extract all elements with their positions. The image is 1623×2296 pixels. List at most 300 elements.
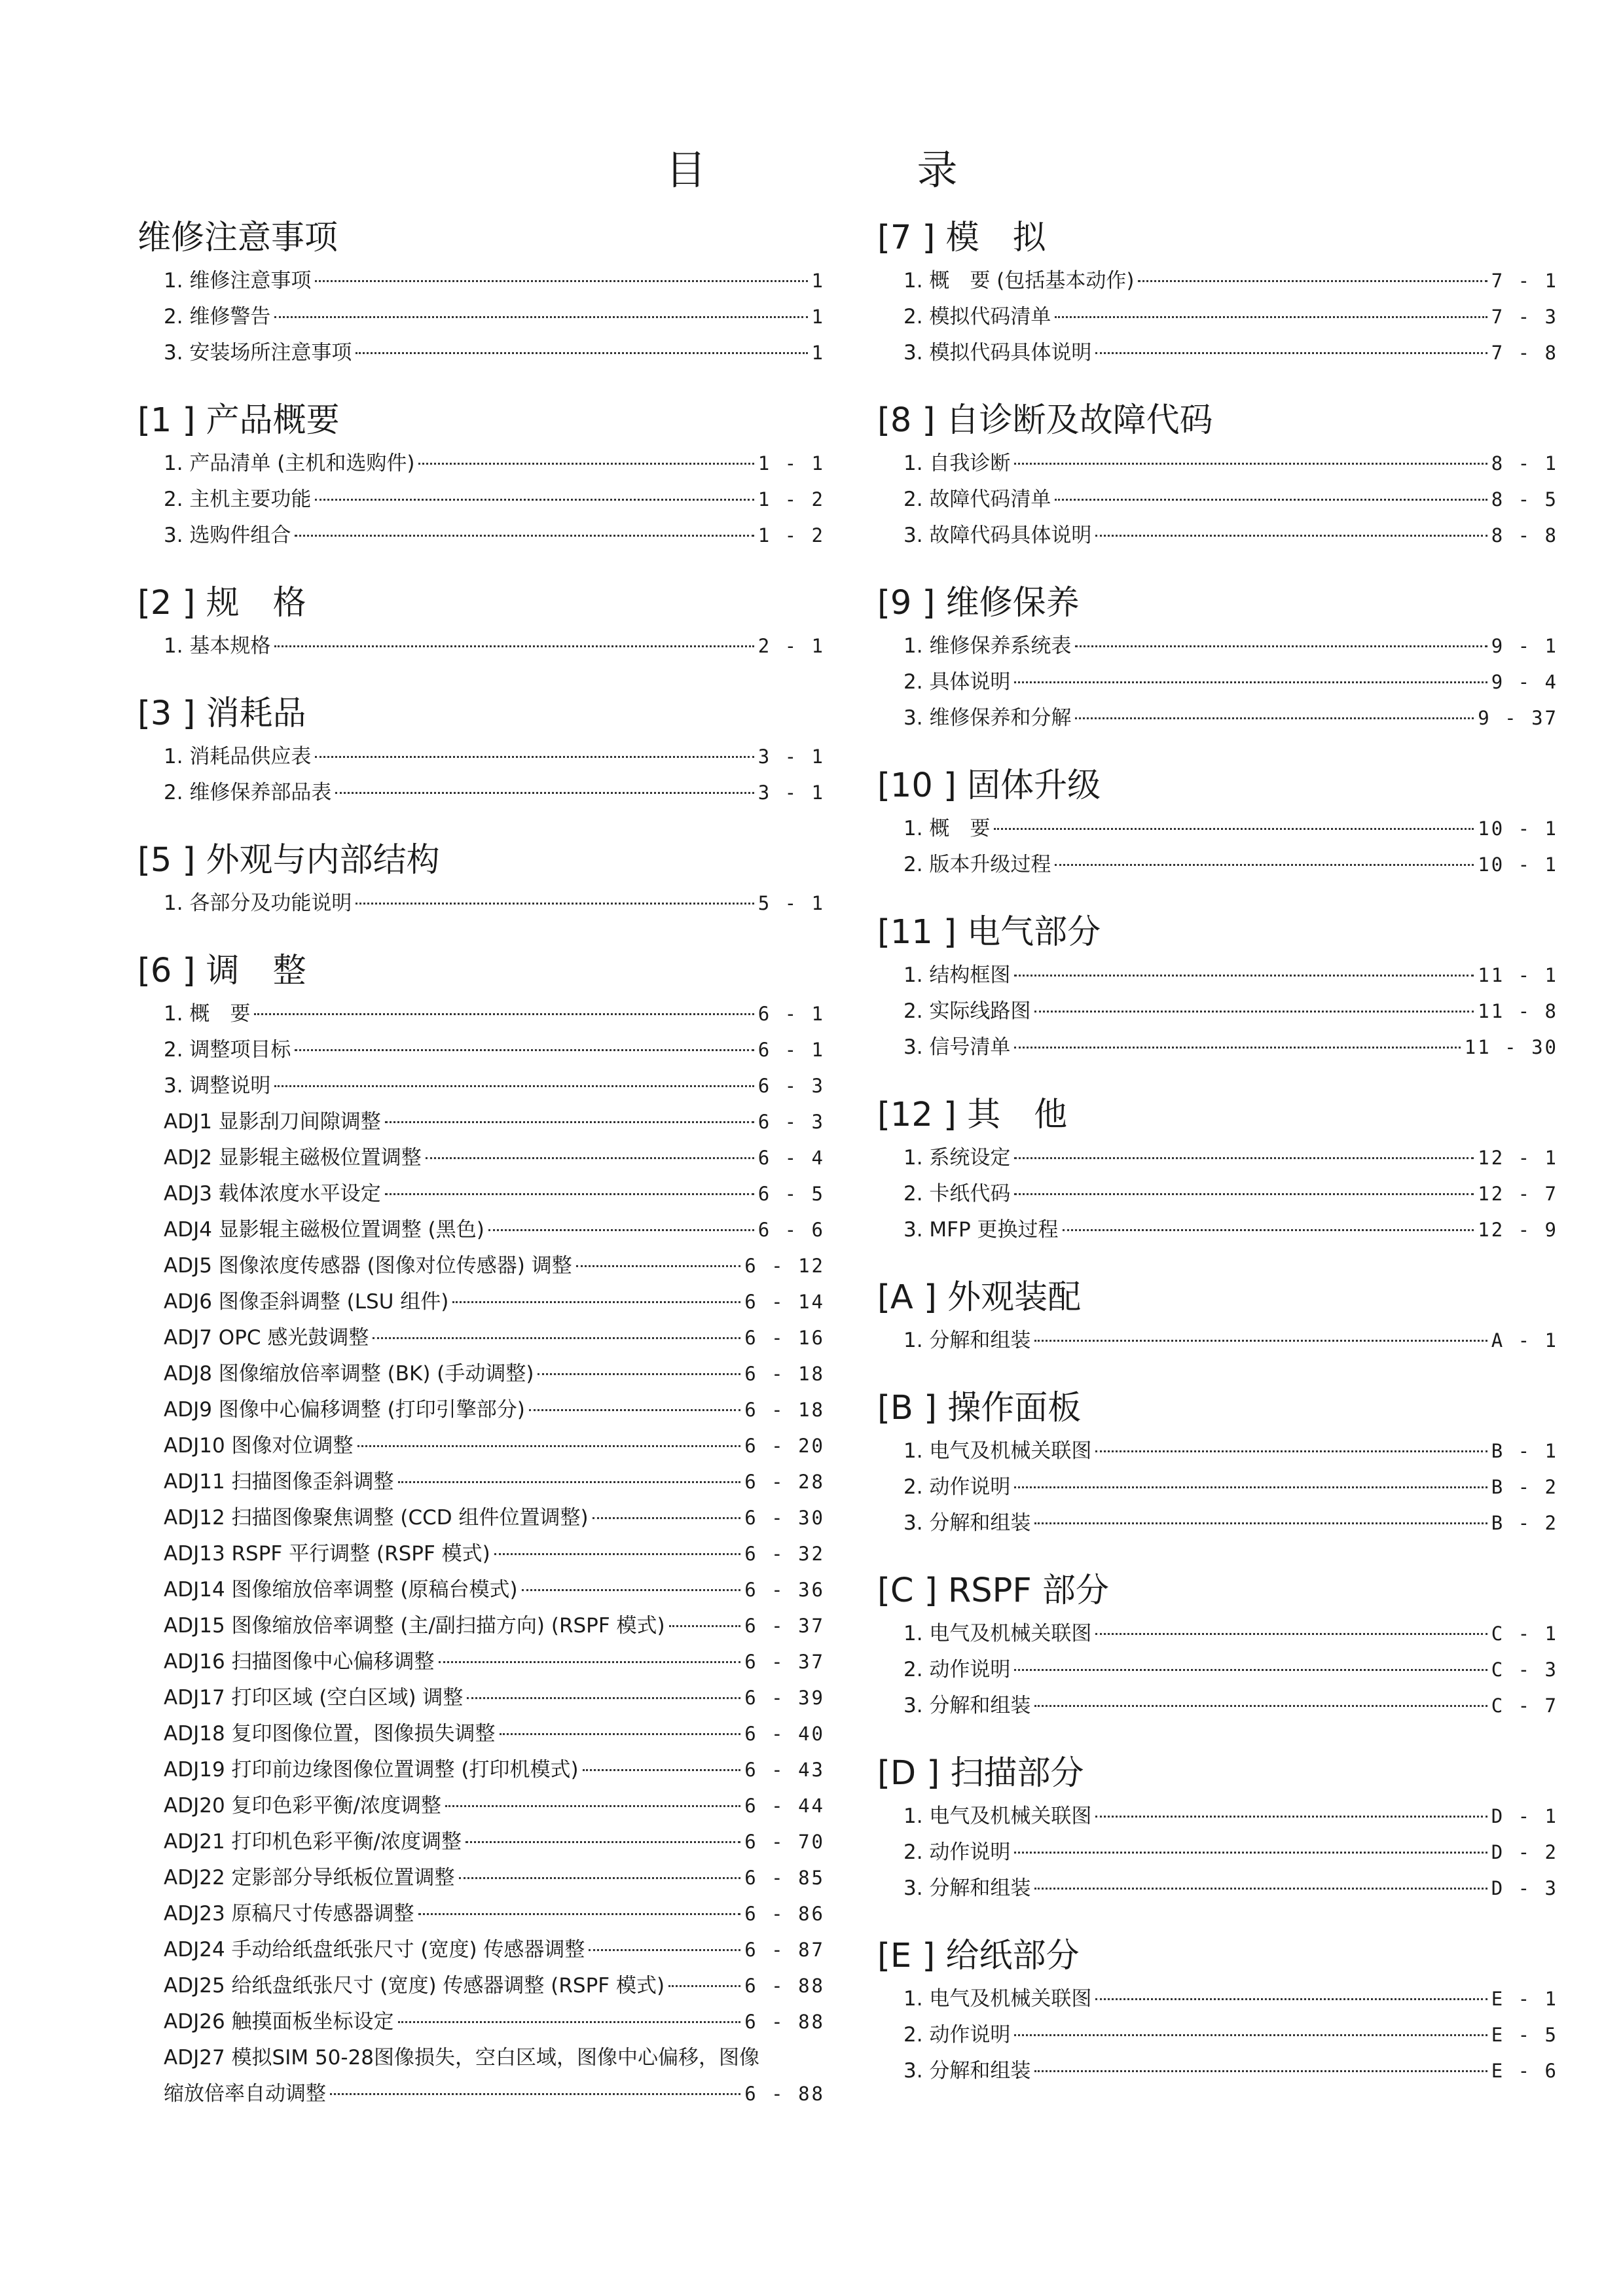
toc-entry[interactable] <box>137 1608 825 1644</box>
toc-entry-label: 2. 动作说明 <box>903 1840 1011 1864</box>
dot-leader <box>373 1337 740 1339</box>
toc-entry[interactable] <box>137 1392 825 1428</box>
toc-entry-label: ADJ4 显影辊主磁极位置调整 (黑色) <box>164 1218 484 1242</box>
toc-entry-label: 2. 动作说明 <box>903 2023 1011 2047</box>
toc-entry-label: 1. 基本规格 <box>164 634 271 658</box>
toc-page-number: 1 - 1 <box>757 452 825 475</box>
toc-section <box>137 692 825 811</box>
toc-page-number: 8 - 1 <box>1491 452 1558 475</box>
toc-page-number: 6 - 4 <box>757 1147 825 1169</box>
toc-entry[interactable] <box>137 1752 825 1788</box>
toc-entry[interactable] <box>877 446 1558 482</box>
toc-page-number: 8 - 5 <box>1491 488 1558 511</box>
toc-entry[interactable] <box>877 299 1558 335</box>
toc-section <box>877 1934 1558 2089</box>
section-heading[interactable]: [A ] 外观装配 <box>877 1278 1082 1317</box>
dot-leader <box>335 792 754 794</box>
toc-page-number: E - 6 <box>1491 2060 1558 2082</box>
toc-right-column <box>877 216 1558 2117</box>
toc-page-number: 6 - 12 <box>744 1255 825 1277</box>
toc-entry-label: 2. 版本升级过程 <box>903 853 1051 876</box>
toc-entry[interactable] <box>137 1572 825 1608</box>
section-heading[interactable]: [C ] RSPF 部分 <box>877 1571 1109 1610</box>
toc-page-number: 12 - 1 <box>1478 1147 1558 1169</box>
section-heading[interactable]: [E ] 给纸部分 <box>877 1937 1080 1975</box>
toc-page-number: 6 - 16 <box>744 1327 825 1349</box>
toc-section <box>877 1386 1558 1541</box>
toc-entry-label: 2. 卡纸代码 <box>903 1182 1011 1206</box>
dot-leader <box>1138 280 1487 282</box>
toc-entry[interactable] <box>137 775 825 811</box>
dot-leader <box>1095 535 1487 537</box>
toc-page-number: 6 - 3 <box>757 1075 825 1097</box>
section-heading[interactable]: [1 ] 产品概要 <box>137 401 340 440</box>
dot-leader <box>1014 1486 1487 1488</box>
toc-page-number: 9 - 4 <box>1491 671 1558 693</box>
dot-leader <box>445 1805 740 1807</box>
toc-entry[interactable] <box>137 628 825 664</box>
toc-page-number: 6 - 18 <box>744 1363 825 1385</box>
toc-entry[interactable] <box>137 1680 825 1716</box>
toc-entry-label: ADJ13 RSPF 平行调整 (RSPF 模式) <box>164 1542 490 1566</box>
toc-section <box>877 1093 1558 1248</box>
dot-leader <box>669 1625 741 1627</box>
section-heading[interactable]: 维修注意事项 <box>137 219 338 257</box>
toc-entry[interactable] <box>137 1644 825 1680</box>
toc-entry-label: ADJ5 图像浓度传感器 (图像对位传感器) 调整 <box>164 1254 572 1278</box>
toc-entry[interactable] <box>877 263 1558 299</box>
toc-page-number: C - 3 <box>1491 1659 1558 1681</box>
dot-leader <box>494 1553 740 1555</box>
dot-leader <box>426 1157 754 1159</box>
dot-leader <box>593 1517 741 1519</box>
dot-leader <box>488 1229 754 1231</box>
toc-entry[interactable] <box>877 518 1558 554</box>
dot-leader <box>1014 975 1474 977</box>
toc-entry-label: 3. 模拟代码具体说明 <box>903 341 1092 365</box>
toc-page-number: 6 - 88 <box>744 1975 825 1997</box>
toc-entry[interactable] <box>877 664 1558 700</box>
toc-entry-label: ADJ12 扫描图像聚焦调整 (CCD 组件位置调整) <box>164 1506 589 1530</box>
toc-entry-label: 2. 调整项目标 <box>164 1038 291 1062</box>
toc-entry-label: 2. 动作说明 <box>903 1475 1011 1499</box>
dot-leader <box>385 1193 754 1195</box>
toc-section <box>877 581 1558 736</box>
toc-entry[interactable] <box>137 1824 825 1860</box>
toc-page-number: 6 - 3 <box>757 1111 825 1133</box>
toc-page-number: 12 - 7 <box>1478 1183 1558 1205</box>
toc-page-number: 6 - 20 <box>744 1435 825 1457</box>
toc-entry[interactable] <box>137 1248 825 1284</box>
dot-leader <box>1014 1157 1474 1159</box>
toc-section <box>877 216 1558 371</box>
toc-entry-label: ADJ1 显影刮刀间隙调整 <box>164 1110 381 1134</box>
toc-page-number: B - 2 <box>1491 1476 1558 1498</box>
toc-entry-label: 1. 各部分及功能说明 <box>164 891 352 915</box>
toc-entry[interactable] <box>137 1356 825 1392</box>
toc-page-number: 11 - 1 <box>1478 964 1558 986</box>
dot-leader <box>1034 1522 1487 1524</box>
toc-entry-label: 3. 分解和组装 <box>903 1511 1031 1535</box>
toc-entry-label: 1. 维修注意事项 <box>164 269 312 293</box>
toc-entry-label: ADJ26 触摸面板坐标设定 <box>164 2010 394 2034</box>
toc-entry-label: ADJ10 图像对位调整 <box>164 1434 354 1458</box>
toc-entry[interactable] <box>877 1652 1558 1688</box>
toc-entry[interactable] <box>877 1030 1558 1066</box>
toc-page-number: 6 - 14 <box>744 1291 825 1313</box>
toc-entry-label: 3. 选购件组合 <box>164 524 291 547</box>
toc-entry-label: ADJ14 图像缩放倍率调整 (原稿台模式) <box>164 1578 518 1602</box>
dot-leader <box>1034 1011 1474 1013</box>
toc-entry[interactable] <box>877 2017 1558 2053</box>
toc-entry-label: ADJ15 图像缩放倍率调整 (主/副扫描方向) (RSPF 模式) <box>164 1614 665 1638</box>
toc-entry[interactable] <box>877 335 1558 371</box>
toc-entry[interactable] <box>877 1212 1558 1248</box>
toc-page-number: 1 - 2 <box>757 488 825 511</box>
dot-leader <box>1034 1888 1487 1890</box>
toc-entry[interactable] <box>877 482 1558 518</box>
dot-leader <box>538 1373 740 1375</box>
toc-page-number: B - 2 <box>1491 1512 1558 1534</box>
toc-entry[interactable] <box>137 1284 825 1320</box>
section-heading[interactable]: [D ] 扫描部分 <box>877 1754 1084 1793</box>
toc-page-number: 9 - 1 <box>1491 635 1558 657</box>
toc-entry[interactable] <box>137 1464 825 1500</box>
toc-entry[interactable] <box>137 739 825 775</box>
toc-entry-label[interactable]: ADJ27 模拟SIM 50-28图像损失，空白区域，图像中心偏移，图像 <box>164 2046 760 2070</box>
section-heading[interactable]: [11 ] 电气部分 <box>877 913 1101 952</box>
section-heading[interactable]: [12 ] 其 他 <box>877 1096 1068 1134</box>
toc-entry[interactable] <box>137 1320 825 1356</box>
toc-page-number: 10 - 1 <box>1478 853 1558 876</box>
dot-leader <box>356 352 807 354</box>
toc-entry[interactable] <box>137 1068 825 1104</box>
dot-leader <box>467 1697 740 1699</box>
toc-section <box>877 1569 1558 1724</box>
toc-page-number: 6 - 87 <box>744 1939 825 1961</box>
toc-page-number: 2 - 1 <box>757 635 825 657</box>
dot-leader <box>522 1589 741 1591</box>
toc-page-number: D - 2 <box>1491 1841 1558 1863</box>
toc-entry[interactable] <box>137 335 825 371</box>
toc-page-number: 7 - 3 <box>1491 306 1558 328</box>
toc-page-number: 6 - 43 <box>744 1759 825 1781</box>
toc-entry-label: 2. 模拟代码清单 <box>903 305 1051 329</box>
toc-page-number: 6 - 40 <box>744 1723 825 1745</box>
dot-leader <box>994 828 1474 830</box>
toc-entry[interactable] <box>877 1140 1558 1176</box>
dot-leader <box>254 1013 754 1015</box>
toc-page-number: 8 - 8 <box>1491 524 1558 547</box>
dot-leader <box>1014 2034 1487 2036</box>
toc-entry[interactable] <box>137 263 825 299</box>
toc-page-number: 6 - 1 <box>757 1003 825 1025</box>
toc-page-number: A - 1 <box>1491 1329 1558 1352</box>
toc-page-number: 6 - 5 <box>757 1183 825 1205</box>
toc-entry-label: 2. 实际线路图 <box>903 999 1031 1023</box>
toc-section <box>137 581 825 664</box>
toc-section <box>137 838 825 922</box>
toc-entry[interactable] <box>877 1433 1558 1469</box>
toc-entry[interactable] <box>137 1716 825 1752</box>
toc-entry-label: 3. 安装场所注意事项 <box>164 341 352 365</box>
toc-entry[interactable] <box>137 1860 825 1896</box>
dot-leader <box>274 316 807 318</box>
toc-entry[interactable] <box>137 1788 825 1824</box>
toc-entry[interactable] <box>137 996 825 1032</box>
section-heading[interactable]: [7 ] 模 拟 <box>877 219 1046 257</box>
toc-section <box>877 910 1558 1066</box>
dot-leader <box>315 499 754 501</box>
dot-leader <box>1014 1669 1487 1671</box>
toc-entry[interactable] <box>137 2004 825 2040</box>
section-heading[interactable]: [10 ] 固体升级 <box>877 766 1101 805</box>
dot-leader <box>1063 1229 1474 1231</box>
dot-leader <box>357 1445 741 1447</box>
toc-page-number: 6 - 70 <box>744 1831 825 1853</box>
toc-section <box>877 764 1558 883</box>
toc-entry[interactable] <box>137 482 825 518</box>
dot-leader <box>315 280 807 282</box>
toc-entry[interactable] <box>137 1536 825 1572</box>
toc-page-number: 6 - 36 <box>744 1579 825 1601</box>
toc-entry[interactable] <box>137 1932 825 1968</box>
toc-entry-label: 缩放倍率自动调整 <box>164 2082 326 2106</box>
toc-section <box>137 949 825 2112</box>
toc-entry-label: 1. 消耗品供应表 <box>164 745 312 768</box>
toc-entry[interactable] <box>877 811 1558 847</box>
toc-page-number: 7 - 8 <box>1491 342 1558 364</box>
toc-entry[interactable] <box>877 1323 1558 1359</box>
toc-entry-label: ADJ22 定影部分导纸板位置调整 <box>164 1866 455 1890</box>
page-title: 目 录 <box>665 146 1043 194</box>
toc-entry-label: ADJ24 手动给纸盘纸张尺寸 (宽度) 传感器调整 <box>164 1938 585 1962</box>
toc-entry[interactable] <box>137 1140 825 1176</box>
dot-leader <box>1095 352 1487 354</box>
toc-page-number: E - 5 <box>1491 2024 1558 2046</box>
toc-page-number: 1 <box>811 306 825 328</box>
toc-entry-label: ADJ7 OPC 感光鼓调整 <box>164 1326 369 1350</box>
toc-entry[interactable] <box>137 1500 825 1536</box>
dot-leader <box>356 903 754 905</box>
toc-entry[interactable] <box>137 1896 825 1932</box>
toc-entry-label: 1. 电气及机械关联图 <box>903 1622 1092 1645</box>
toc-entry-label: ADJ20 复印色彩平衡/浓度调整 <box>164 1794 441 1818</box>
dot-leader <box>1095 1998 1487 2000</box>
toc-entry-label: 1. 电气及机械关联图 <box>903 1439 1092 1463</box>
dot-leader <box>274 1085 754 1087</box>
toc-entry-label: 3. 故障代码具体说明 <box>903 524 1092 547</box>
toc-entry[interactable] <box>137 1212 825 1248</box>
toc-section <box>877 399 1558 554</box>
toc-entry-label: 2. 主机主要功能 <box>164 488 312 511</box>
dot-leader <box>1075 717 1474 719</box>
toc-entry-label: ADJ18 复印图像位置，图像损失调整 <box>164 1722 496 1746</box>
toc-entry-label: ADJ11 扫描图像歪斜调整 <box>164 1470 394 1494</box>
toc-entry[interactable] <box>877 2053 1558 2089</box>
toc-entry[interactable] <box>137 518 825 554</box>
section-heading[interactable]: [B ] 操作面板 <box>877 1389 1082 1427</box>
dot-leader <box>668 1985 740 1987</box>
section-heading[interactable]: [3 ] 消耗品 <box>137 694 306 733</box>
dot-leader <box>465 1841 740 1843</box>
toc-entry-label: 1. 维修保养系统表 <box>903 634 1072 658</box>
toc-entry[interactable] <box>137 446 825 482</box>
dot-leader <box>398 1481 741 1483</box>
toc-entry[interactable] <box>877 958 1558 994</box>
dot-leader <box>1055 864 1474 866</box>
toc-page-number: 11 - 30 <box>1464 1036 1558 1058</box>
toc-entry[interactable] <box>877 847 1558 883</box>
toc-page-number: 6 - 44 <box>744 1795 825 1817</box>
toc-entry-label: 1. 电气及机械关联图 <box>903 1987 1092 2011</box>
toc-section <box>877 1751 1558 1907</box>
toc-entry-label: 3. MFP 更换过程 <box>903 1218 1059 1242</box>
toc-entry-label: ADJ3 载体浓度水平设定 <box>164 1182 381 1206</box>
toc-entry[interactable] <box>137 886 825 922</box>
dot-leader <box>385 1121 754 1123</box>
toc-entry-label: ADJ17 打印区域 (空白区域) 调整 <box>164 1686 464 1710</box>
dot-leader <box>1014 1047 1460 1049</box>
toc-entry-label: 1. 概 要 <box>164 1002 251 1026</box>
dot-leader <box>330 2093 740 2095</box>
toc-page-number: 1 <box>811 342 825 364</box>
toc-page-number: 6 - 28 <box>744 1471 825 1493</box>
toc-entry[interactable] <box>877 1871 1558 1907</box>
dot-leader <box>576 1265 741 1267</box>
toc-page-number: 6 - 37 <box>744 1615 825 1637</box>
toc-entry-label: 2. 维修警告 <box>164 305 271 329</box>
toc-entry[interactable] <box>877 1981 1558 2017</box>
toc-entry[interactable] <box>877 994 1558 1030</box>
toc-entry-label: 3. 信号清单 <box>903 1035 1011 1059</box>
toc-entry-label: ADJ6 图像歪斜调整 (LSU 组件) <box>164 1290 449 1314</box>
dot-leader <box>500 1733 741 1735</box>
dot-leader <box>1034 2070 1487 2072</box>
toc-left-column <box>137 216 825 2140</box>
toc-entry-label: 2. 故障代码清单 <box>903 488 1051 511</box>
toc-page-number: 7 - 1 <box>1491 270 1558 292</box>
dot-leader <box>589 1949 740 1951</box>
toc-section <box>137 216 825 371</box>
toc-entry[interactable] <box>137 1176 825 1212</box>
toc-entry[interactable] <box>137 1428 825 1464</box>
dot-leader <box>418 463 754 465</box>
toc-section <box>877 1276 1558 1359</box>
dot-leader <box>452 1301 740 1303</box>
toc-entry-label: ADJ19 打印前边缘图像位置调整 (打印机模式) <box>164 1758 579 1782</box>
toc-page-number: 1 - 2 <box>757 524 825 547</box>
toc-page-number: 6 - 39 <box>744 1687 825 1709</box>
dot-leader <box>1014 1852 1487 1854</box>
dot-leader <box>439 1661 741 1663</box>
toc-entry-label: ADJ8 图像缩放倍率调整 (BK) (手动调整) <box>164 1362 534 1386</box>
dot-leader <box>1014 681 1487 683</box>
toc-entry[interactable] <box>877 1688 1558 1724</box>
toc-page-number: 6 - 18 <box>744 1399 825 1421</box>
dot-leader <box>315 756 754 758</box>
toc-entry[interactable] <box>877 1835 1558 1871</box>
toc-page-number: 3 - 1 <box>757 745 825 768</box>
toc-page-number: 6 - 85 <box>744 1867 825 1889</box>
toc-page-number: 12 - 9 <box>1478 1219 1558 1241</box>
toc-page-number: 6 - 1 <box>757 1039 825 1061</box>
toc-entry-label: ADJ16 扫描图像中心偏移调整 <box>164 1650 435 1674</box>
toc-entry-label: 3. 维修保养和分解 <box>903 706 1072 730</box>
toc-entry-label: 3. 分解和组装 <box>903 2059 1031 2083</box>
dot-leader <box>1075 645 1487 647</box>
toc-page-number: 6 - 86 <box>744 1903 825 1925</box>
section-heading[interactable]: [9 ] 维修保养 <box>877 584 1080 622</box>
toc-entry-label: 2. 动作说明 <box>903 1658 1011 1681</box>
toc-entry-label: 3. 调整说明 <box>164 1074 271 1098</box>
toc-page-number: C - 7 <box>1491 1695 1558 1717</box>
toc-entry-label: ADJ9 图像中心偏移调整 (打印引擎部分) <box>164 1398 525 1422</box>
toc-page-number: 6 - 37 <box>744 1651 825 1673</box>
toc-entry[interactable] <box>137 1104 825 1140</box>
toc-entry-label: 1. 概 要 (包括基本动作) <box>903 269 1135 293</box>
toc-page-number: 10 - 1 <box>1478 817 1558 840</box>
toc-entry-label: 1. 产品清单 (主机和选购件) <box>164 452 415 475</box>
toc-entry[interactable] <box>877 700 1558 736</box>
dot-leader <box>1034 1340 1487 1342</box>
dot-leader <box>398 2021 741 2023</box>
toc-page-number: D - 1 <box>1491 1805 1558 1827</box>
toc-page-number: 6 - 88 <box>744 2011 825 2033</box>
toc-page-number: 6 - 6 <box>757 1219 825 1241</box>
dot-leader <box>1014 463 1487 465</box>
toc-entry[interactable] <box>877 1616 1558 1652</box>
toc-page-number: 6 - 32 <box>744 1543 825 1565</box>
section-heading[interactable]: [8 ] 自诊断及故障代码 <box>877 401 1213 440</box>
dot-leader <box>1034 1705 1487 1707</box>
toc-page-number: B - 1 <box>1491 1440 1558 1462</box>
dot-leader <box>1095 1633 1487 1635</box>
dot-leader <box>1014 1193 1474 1195</box>
dot-leader <box>1095 1816 1487 1818</box>
dot-leader <box>418 1913 741 1915</box>
toc-entry[interactable] <box>877 1799 1558 1835</box>
dot-leader <box>1055 499 1487 501</box>
toc-entry[interactable] <box>137 2076 825 2112</box>
toc-entry-label: 1. 分解和组装 <box>903 1329 1031 1352</box>
toc-page-number: 6 - 88 <box>744 2083 825 2105</box>
dot-leader <box>583 1769 741 1771</box>
toc-entry-label: ADJ25 给纸盘纸张尺寸 (宽度) 传感器调整 (RSPF 模式) <box>164 1974 665 1998</box>
section-heading[interactable]: [6 ] 调 整 <box>137 952 306 990</box>
toc-page-number: 11 - 8 <box>1478 1000 1558 1022</box>
toc-section <box>137 399 825 554</box>
toc-entry-label: ADJ21 打印机色彩平衡/浓度调整 <box>164 1830 462 1854</box>
toc-entry[interactable] <box>137 299 825 335</box>
toc-entry-label: 1. 电气及机械关联图 <box>903 1804 1092 1828</box>
toc-entry[interactable] <box>137 1032 825 1068</box>
section-heading[interactable]: [5 ] 外观与内部结构 <box>137 841 440 880</box>
toc-page-number: D - 3 <box>1491 1877 1558 1899</box>
toc-entry[interactable] <box>877 1505 1558 1541</box>
toc-entry[interactable] <box>137 1968 825 2004</box>
toc-entry[interactable] <box>877 1469 1558 1505</box>
dot-leader <box>274 645 754 647</box>
toc-entry-label: 3. 分解和组装 <box>903 1694 1031 1717</box>
toc-entry[interactable] <box>877 628 1558 664</box>
toc-entry-label: ADJ23 原稿尺寸传感器调整 <box>164 1902 414 1926</box>
section-heading[interactable]: [2 ] 规 格 <box>137 584 306 622</box>
toc-entry[interactable] <box>877 1176 1558 1212</box>
toc-entry-label: ADJ2 显影辊主磁极位置调整 <box>164 1146 422 1170</box>
toc-page-number: 3 - 1 <box>757 781 825 804</box>
toc-entry-label: 3. 分解和组装 <box>903 1876 1031 1900</box>
